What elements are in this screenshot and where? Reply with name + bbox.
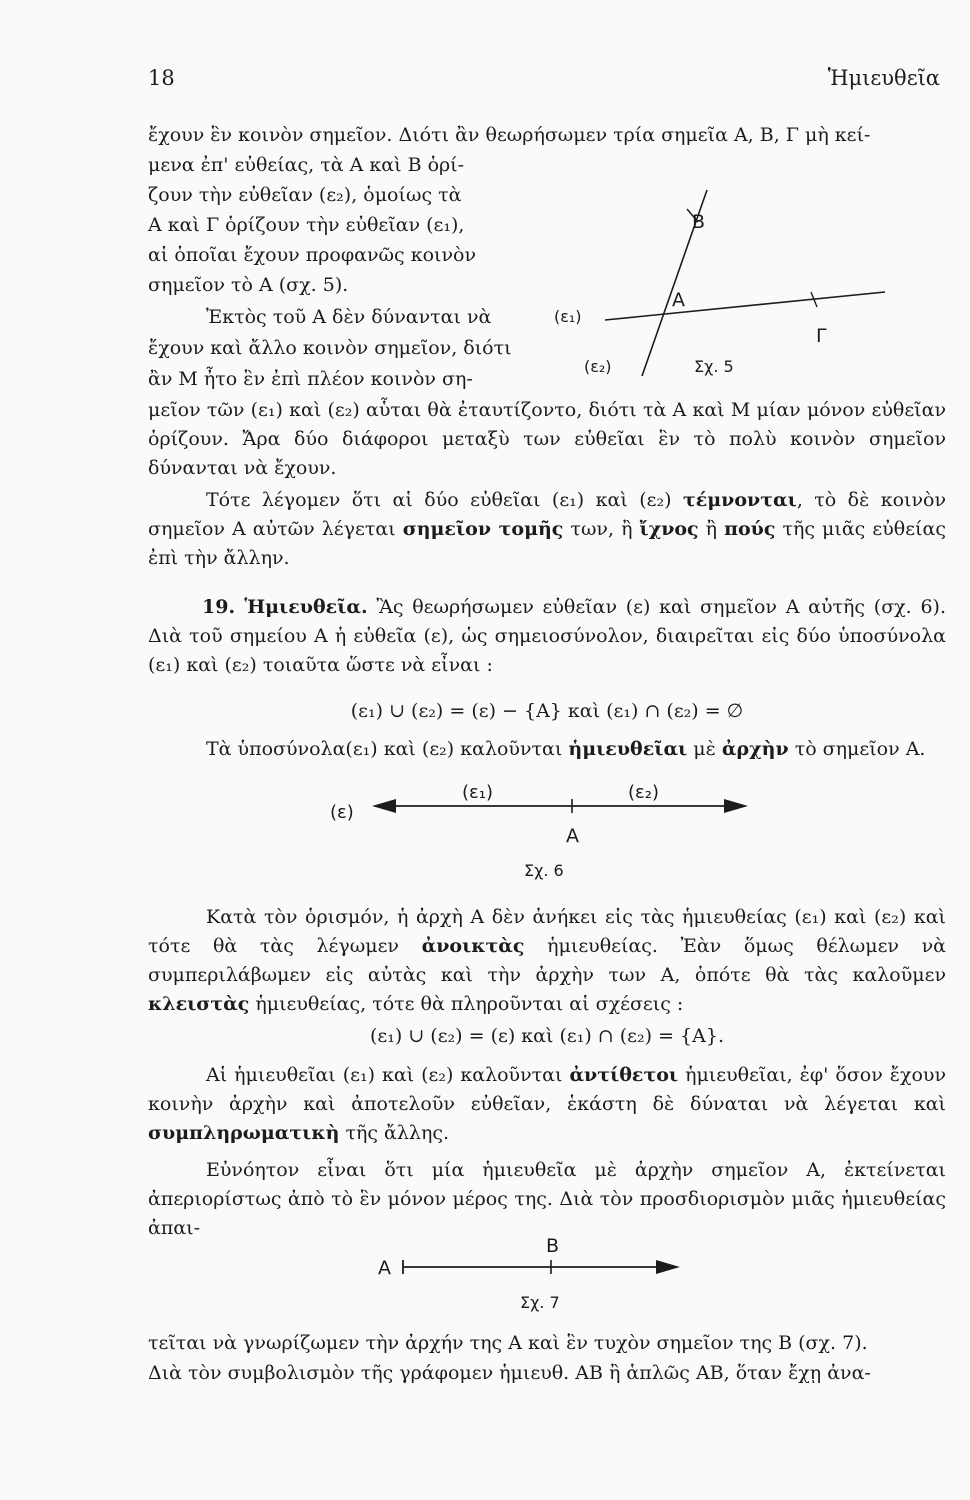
para2-line1: Ἐκτὸς τοῦ Α δὲν δύνανται νὰ xyxy=(206,306,492,328)
section-19: 19. Ἡμιευθεῖα. Ἂς θεωρήσωμεν εὐθεῖαν (ε) καὶ σημεῖον Α αὐτῆς (σχ. 6). Διὰ τοῦ σημείου Α ἡ εὐθεῖα (ε), ὡς σημειοσύνολον, διαιρεῖται εἰς δύο ὑποσύνολα (ε₁) καὶ (ε₂) τοιαῦτα ὥστε νὰ εἶναι : xyxy=(148,596,946,676)
para1-line2: μενα ἐπ' εὐθείας, τὰ Α καὶ Β ὁρί- xyxy=(148,154,465,176)
label-b: Β xyxy=(692,211,706,233)
arrow-left xyxy=(372,799,396,813)
label-e1: (ε₁) xyxy=(462,782,493,803)
para2-line2: ἔχουν καὶ ἄλλο κοινὸν σημεῖον, διότι xyxy=(148,337,512,359)
para1-line3: ζουν τὴν εὐθεῖαν (ε₂), ὁμοίως τὰ xyxy=(148,184,462,206)
para2-rest: μεῖον τῶν (ε₁) καὶ (ε₂) αὗται θὰ ἐταυτίζοντο, διότι τὰ Α καὶ Μ μίαν μόνον εὐθεῖαν ὁρίζουν. Ἄρα δύο διάφοροι μεταξὺ των εὐθεῖαι ἓν τὸ πολὺ κοινὸν σημεῖον δύνανται νὰ ἔχουν. xyxy=(148,399,946,479)
para1-line5: αἱ ὁποῖαι ἔχουν προφανῶς κοινὸν xyxy=(148,244,477,266)
arrow-right xyxy=(724,799,748,813)
section-19-number: 19. xyxy=(202,596,245,618)
label-a: Α xyxy=(566,825,579,847)
para5: Κατὰ τὸν ὁρισμόν, ἡ ἀρχὴ Α δὲν ἀνήκει εἰς τὰς ἡμιευθείας (ε₁) καὶ (ε₂) καὶ τότε θὰ τὰς λέγωμεν ἀνοικτὰς ἡμιευθείας. Ἐὰν ὅμως θέλωμεν νὰ συμπεριλάβωμεν εἰς αὐτὰς καὶ τὴν ἀρχὴν των Α, ὁπότε θὰ τὰς καλοῦμεν κλειστὰς ἡμιευθείας, τότε θὰ πληροῦνται αἱ σχέσεις : xyxy=(148,906,946,1015)
arrow-right xyxy=(656,1260,680,1274)
para4: Τὰ ὑποσύνολα(ε₁) καὶ (ε₂) καλοῦνται ἡμιευθεῖαι μὲ ἀρχὴν τὸ σημεῖον Α. xyxy=(206,738,926,760)
label-e1: (ε₁) xyxy=(554,307,582,326)
caption-fig5: Σχ. 5 xyxy=(694,357,734,376)
label-a: Α xyxy=(672,289,685,311)
para2-line3: ἂν Μ ἦτο ἓν ἐπὶ πλέον κοινὸν ση- xyxy=(148,368,473,390)
label-e2: (ε₂) xyxy=(584,357,612,376)
para8-line2: Διὰ τὸν συμβολισμὸν τῆς γράφομεν ἡμιευθ. ΑΒ ἢ ἁπλῶς ΑΒ, ὅταν ἔχῃ ἀνα- xyxy=(148,1362,871,1384)
page-number: 18 xyxy=(148,66,175,90)
para1-line6: σημεῖον τὸ Α (σχ. 5). xyxy=(148,274,349,296)
label-g: Γ xyxy=(816,325,827,347)
equation-1: (ε₁) ∪ (ε₂) = (ε) − {Α} καὶ (ε₁) ∩ (ε₂) = ∅ xyxy=(350,700,744,722)
label-a: Α xyxy=(378,1257,391,1279)
equation-2: (ε₁) ∪ (ε₂) = (ε) καὶ (ε₁) ∩ (ε₂) = {Α}. xyxy=(370,1025,724,1047)
para3: Τότε λέγομεν ὅτι αἱ δύο εὐθεῖαι (ε₁) καὶ (ε₂) τέμνονται, τὸ δὲ κοινὸν σημεῖον Α αὐτῶν λέγεται σημεῖον τομῆς των, ἢ ἴχνος ἢ πούς τῆς μιᾶς εὐθείας ἐπὶ τὴν ἄλλην. xyxy=(148,489,947,569)
para7: Εὐνόητον εἶναι ὅτι μία ἡμιευθεῖα μὲ ἀρχὴν σημεῖον Α, ἐκτείνεται ἀπεριορίστως ἀπὸ τὸ ἓν μόνον μέρος της. Διὰ τὸν προσδιορισμὸν μιᾶς ἡμιευθείας ἀπαι- xyxy=(148,1159,946,1239)
para6: Αἱ ἡμιευθεῖαι (ε₁) καὶ (ε₂) καλοῦνται ἀντίθετοι ἡμιευθεῖαι, ἐφ' ὅσον ἔχουν κοινὴν ἀρχὴν καὶ ἀποτελοῦν εὐθεῖαν, ἑκάστη δὲ δύναται νὰ λέγεται καὶ συμπληρωματικὴ τῆς ἄλλης. xyxy=(148,1064,946,1144)
figure-6 xyxy=(330,770,770,890)
caption-fig7: Σχ. 7 xyxy=(520,1293,560,1312)
line-e1 xyxy=(605,292,885,320)
figure-7 xyxy=(370,1232,700,1322)
para1-line4: Α καὶ Γ ὁρίζουν τὴν εὐθεῖαν (ε₁), xyxy=(148,214,465,236)
label-e: (ε) xyxy=(330,802,354,823)
para8-line1: τεῖται νὰ γνωρίζωμεν τὴν ἀρχήν της Α καὶ ἓν τυχὸν σημεῖον της Β (σχ. 7). xyxy=(148,1332,868,1354)
running-title: Ἡμιευθεῖα xyxy=(827,66,940,90)
para1-line1: ἔχουν ἓν κοινὸν σημεῖον. Διότι ἂν θεωρήσωμεν τρία σημεῖα Α, Β, Γ μὴ κεί- xyxy=(148,124,871,146)
label-b: Β xyxy=(546,1235,560,1257)
section-19-title: Ἡμιευθεῖα. xyxy=(244,596,368,618)
caption-fig6: Σχ. 6 xyxy=(524,861,564,880)
figure-5 xyxy=(540,180,940,380)
label-e2: (ε₂) xyxy=(628,782,659,803)
